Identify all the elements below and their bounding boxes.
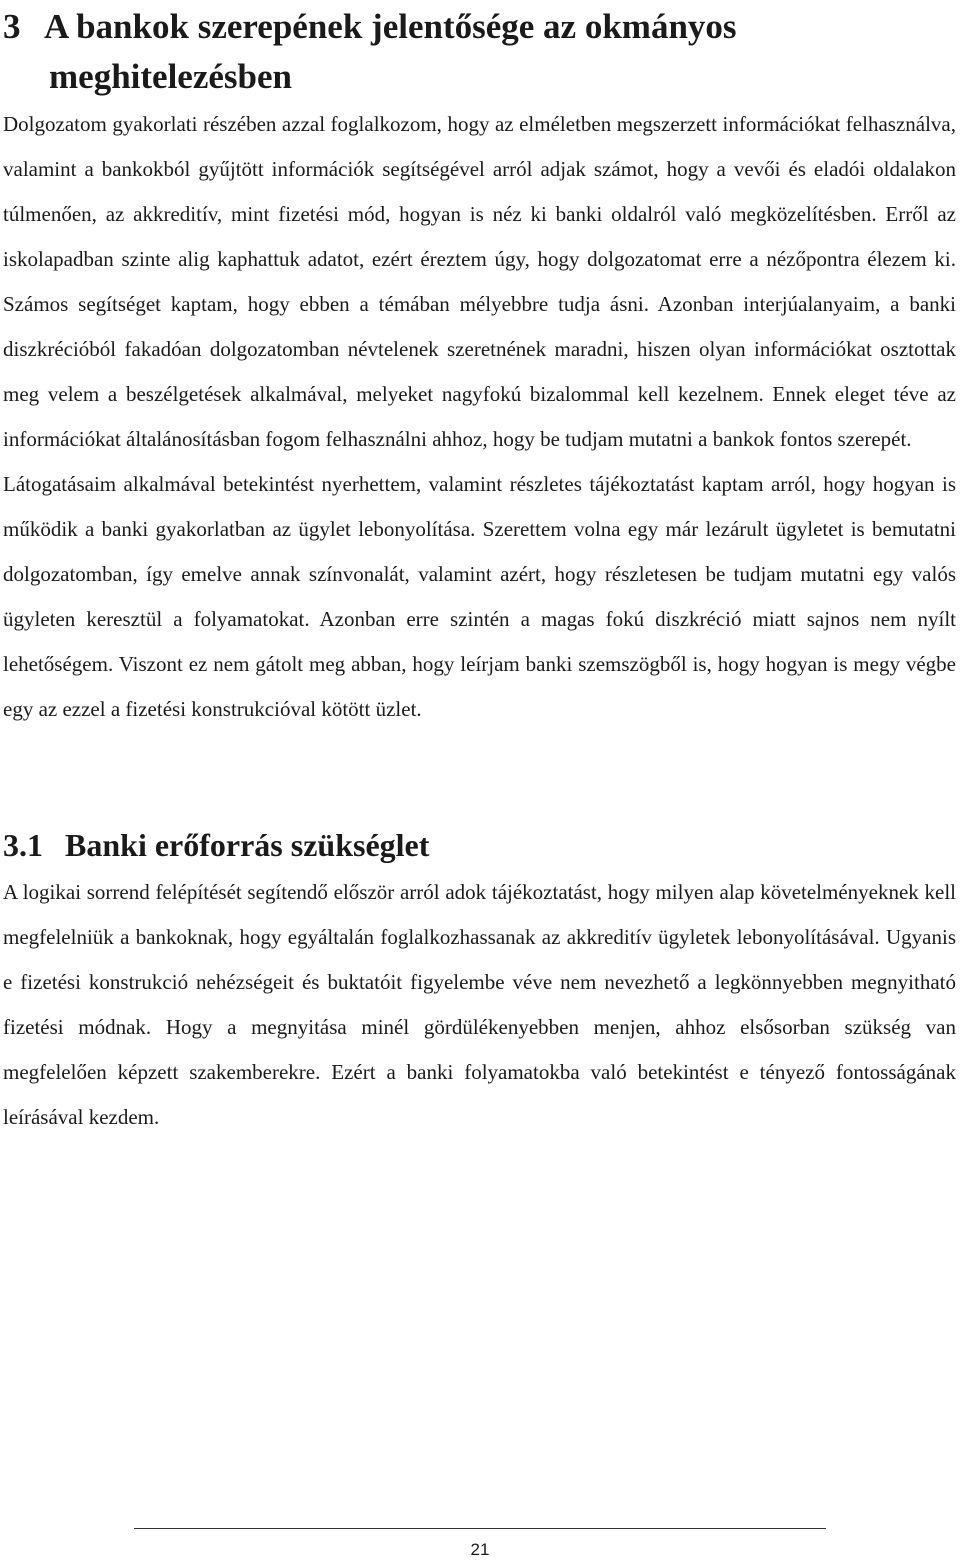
chapter-heading xyxy=(3,0,956,102)
paragraph-intro: Dolgozatom gyakorlati részében azzal foglalkozom, hogy az elméletben megszerzett információkat felhasználva, valamint a bankokból gyűjtött információk segítségével arról adjak számot, hogy a vevői és eladói oldalakon túlmenően, az akkreditív, mint fizetési mód, hogyan is néz ki banki oldalról való megközelítésben. Erről az iskolapadban szinte alig kaphattuk adatot, ezért éreztem úgy, hogy dolgozatomat erre a nézőpontra élezem ki. Számos segítséget kaptam, hogy ebben a témában mélyebbre tudja ásni. Azonban interjúalanyaim, a banki diszkrécióból fakadóan dolgozatomban névtelenek szeretnének maradni, hiszen olyan információkat osztottak meg velem a beszélgetések alkalmával, melyeket nagyfokú bizalommal kell kezelnem. Ennek eleget téve az információkat általánosításban fogom felhasználni ahhoz, hogy be tudjam mutatni a bankok fontos szerepét. xyxy=(3,112,956,451)
page-number: 21 xyxy=(470,1540,490,1559)
section-title: Banki erőforrás szükséglet xyxy=(65,827,430,863)
paragraph-resources: A logikai sorrend felépítését segítendő először arról adok tájékoztatást, hogy milyen alap követelményeknek kell megfelelniük a bankoknak, hogy egyáltalán foglalkozhassanak az akkreditív ügyletek lebonyolításával. Ugyanis e fizetési konstrukció nehézségeit és buktatóit figyelembe véve nem nevezhető a legkönnyebben megnyitható fizetési módnak. Hogy a megnyitása minél gördülékenyebben menjen, ahhoz elsősorban szükség van megfelelően képzett szakemberekre. Ezért a banki folyamatokba való betekintést e tényező fontosságának leírásával kezdem. xyxy=(3,880,956,1129)
chapter-number: 3 xyxy=(3,7,21,46)
paragraph-visits: Látogatásaim alkalmával betekintést nyerhettem, valamint részletes tájékoztatást kaptam arról, hogy hogyan is működik a banki gyakorlatban az ügylet lebonyolítása. Szerettem volna egy már lezárult ügyletet is bemutatni dolgozatomban, így emelve annak színvonalát, valamint azért, hogy részletesen be tudjam mutatni egy valós ügyleten keresztül a folyamatokat. Azonban erre szintén a magas fokú diszkréció miatt sajnos nem nyílt lehetőségem. Viszont ez nem gátolt meg abban, hogy leírjam banki szemszögből is, hogy hogyan is megy végbe egy az ezzel a fizetési konstrukcióval kötött üzlet. xyxy=(3,472,956,721)
page-content xyxy=(3,0,956,1140)
section-number: 3.1 xyxy=(3,827,43,863)
chapter-title-line1: A bankok szerepének jelentősége az okmányos xyxy=(44,7,737,46)
chapter-title-line2: meghitelezésben xyxy=(49,57,292,96)
section-heading xyxy=(3,820,956,870)
footer-divider xyxy=(134,1528,826,1529)
